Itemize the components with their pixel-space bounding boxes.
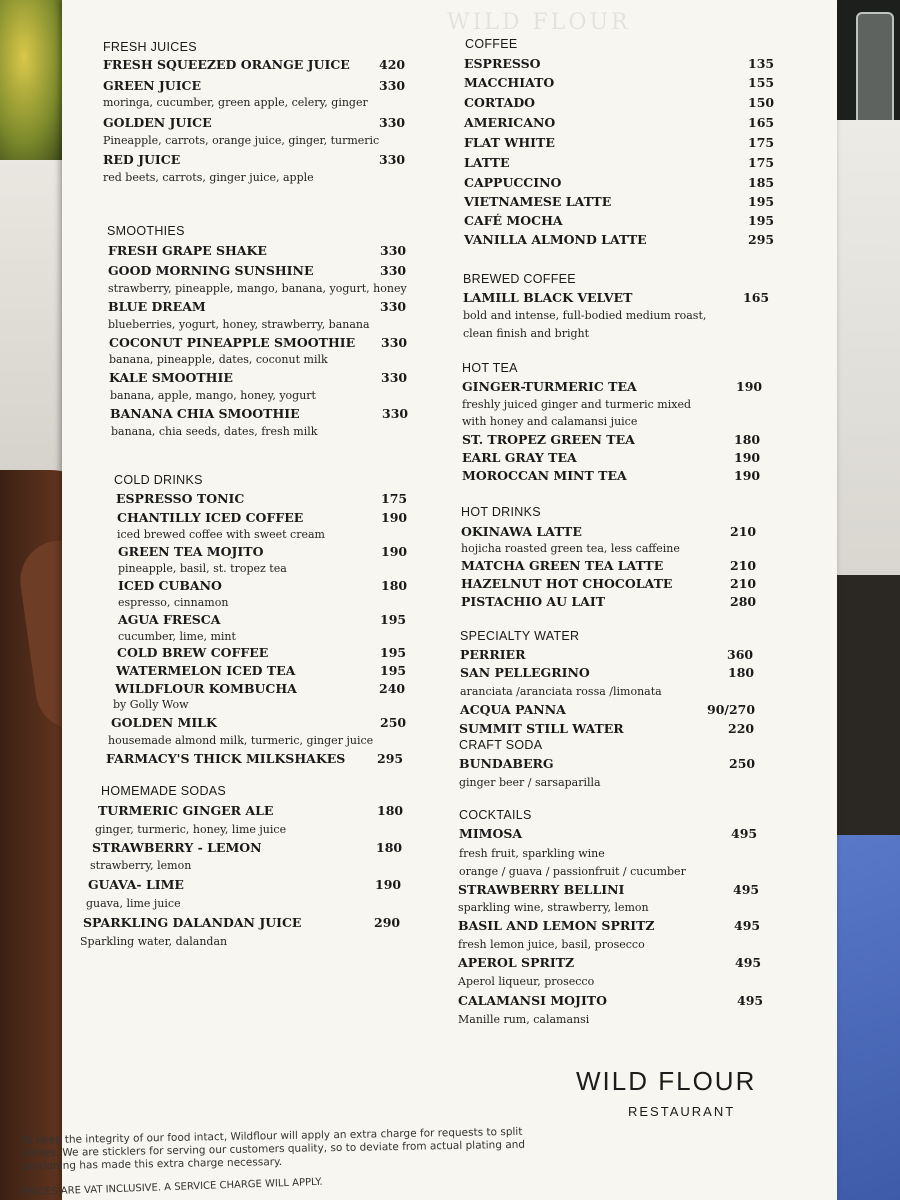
menu-item-desc: freshly juiced ginger and turmeric mixed [462,398,691,411]
menu-item: ESPRESSO TONIC 175 [116,491,408,506]
menu-item: WILDFLOUR KOMBUCHA 240 [115,681,406,696]
menu-item: GREEN TEA MOJITO 190 [118,544,408,559]
menu-item: MACCHIATO 155 [464,75,775,90]
menu-item-desc: clean finish and bright [463,327,590,340]
menu-item: BLUE DREAM 330 [108,299,407,314]
menu-item-desc: Aperol liqueur, prosecco [458,975,595,988]
menu-item: CALAMANSI MOJITO 495 [458,993,764,1008]
split-charge-note: To keep the integrity of our food intact, Wildflour will apply an extra charge for requests to split dishes. We are sticklers for serving our customers quality, so to deviate from actual plating and portioning has made this extra charge necessary. [21,1125,526,1173]
menu-item: FRESH SQUEEZED ORANGE JUICE 420 [103,57,406,72]
vat-note: PRICES ARE VAT INCLUSIVE. A SERVICE CHARGE WILL APPLY. [21,1176,323,1199]
menu-item-desc: strawberry, lemon [90,859,192,872]
menu-item: GOLDEN JUICE 330 [103,115,406,130]
menu-item: GUAVA- LIME 190 [88,877,402,892]
menu-item: BUNDABERG 250 [459,756,756,771]
menu-item: EARL GRAY TEA 190 [462,450,761,465]
menu-item-desc: cucumber, lime, mint [118,630,236,643]
menu-item: CHANTILLY ICED COFFEE 190 [117,510,408,525]
section-coffee: COFFEE [465,37,518,51]
menu-item: ACQUA PANNA 90/270 [460,702,756,717]
menu-item-desc: sparkling wine, strawberry, lemon [458,901,649,914]
menu-item: GREEN JUICE 330 [103,78,406,93]
menu-item: MIMOSA 495 [459,826,758,841]
menu-item: SUMMIT STILL WATER 220 [459,721,755,736]
menu-item-desc: ginger beer / sarsaparilla [459,776,601,789]
menu-item: PISTACHIO AU LAIT 280 [461,594,757,609]
menu-item-desc: fresh lemon juice, basil, prosecco [458,938,645,951]
menu-item-desc: red beets, carrots, ginger juice, apple [103,171,314,184]
section-smoothies: SMOOTHIES [107,224,185,238]
menu-item-desc: pineapple, basil, st. tropez tea [118,562,287,575]
menu-item: COCONUT PINEAPPLE SMOOTHIE 330 [109,335,408,350]
menu-item-desc: Pineapple, carrots, orange juice, ginger, turmeric [103,134,380,147]
menu-item: GOLDEN MILK 250 [111,715,407,730]
menu-item: WATERMELON ICED TEA 195 [116,663,407,678]
menu-item: TURMERIC GINGER ALE 180 [98,803,404,818]
menu-item-desc: guava, lime juice [86,897,181,910]
menu-item: BASIL AND LEMON SPRITZ 495 [458,918,761,933]
menu-item: MATCHA GREEN TEA LATTE 210 [461,558,757,573]
menu-item-desc: banana, apple, mango, honey, yogurt [110,389,316,402]
menu-item-desc: strawberry, pineapple, mango, banana, yogurt, honey [108,282,407,295]
section-craft-soda: CRAFT SODA [459,738,543,752]
menu-item-desc: Manille rum, calamansi [458,1013,590,1026]
section-cold-drinks: COLD DRINKS [114,473,203,487]
section-homemade-sodas: HOMEMADE SODAS [101,784,227,798]
drinks-menu-page [21,0,837,1200]
menu-item: RED JUICE 330 [103,152,406,167]
menu-item-desc: aranciata /aranciata rossa /limonata [460,685,662,698]
menu-item: LAMILL BLACK VELVET 165 [463,290,770,305]
menu-item: APEROL SPRITZ 495 [458,955,762,970]
section-fresh-juices: FRESH JUICES [103,40,197,54]
menu-item: ST. TROPEZ GREEN TEA 180 [462,432,761,447]
menu-item: ESPRESSO 135 [464,56,775,71]
menu-item: FRESH GRAPE SHAKE 330 [108,243,407,258]
menu-item-desc: orange / guava / passionfruit / cucumber [459,865,686,878]
section-brewed-coffee: BREWED COFFEE [463,272,576,286]
menu-item-desc: with honey and calamansi juice [462,415,638,428]
menu-item: SPARKLING DALANDAN JUICE 290 [83,915,401,930]
menu-item-desc: blueberries, yogurt, honey, strawberry, banana [108,318,370,331]
menu-item: KALE SMOOTHIE 330 [109,370,408,385]
restaurant-logo-name: WILD FLOUR [576,1066,757,1096]
menu-item: COLD BREW COFFEE 195 [117,645,407,660]
menu-item: OKINAWA LATTE 210 [461,524,757,539]
section-hot-tea: HOT TEA [462,361,518,375]
menu-item: VANILLA ALMOND LATTE 295 [464,232,775,247]
menu-item-desc: ginger, turmeric, honey, lime juice [95,823,287,836]
menu-item: STRAWBERRY - LEMON 180 [92,840,403,855]
menu-item: CAPPUCCINO 185 [464,175,775,190]
menu-item: PERRIER 360 [460,647,754,662]
menu-item-desc: hojicha roasted green tea, less caffeine [461,542,680,555]
menu-item: AGUA FRESCA 195 [118,612,407,627]
menu-item: FLAT WHITE 175 [464,135,775,150]
menu-item: MOROCCAN MINT TEA 190 [462,468,761,483]
menu-item: CORTADO 150 [464,95,775,110]
menu-item-desc: moringa, cucumber, green apple, celery, ginger [103,96,368,109]
section-cocktails: COCKTAILS [459,808,532,822]
show-through-title: WILD FLOUR [447,10,631,35]
menu-item: GINGER-TURMERIC TEA 190 [462,379,763,394]
menu-item: SAN PELLEGRINO 180 [460,665,755,680]
menu-item-desc: Sparkling water, dalandan [80,935,228,948]
menu-item: AMERICANO 165 [464,115,775,130]
menu-item: STRAWBERRY BELLINI 495 [458,882,760,897]
menu-item: FARMACY'S THICK MILKSHAKES 295 [106,751,404,766]
menu-item: VIETNAMESE LATTE 195 [464,194,775,209]
menu-item-desc: espresso, cinnamon [118,596,229,609]
menu-item-desc: by Golly Wow [113,698,189,711]
restaurant-logo-subtitle: RESTAURANT [628,1104,736,1119]
menu-item: CAFÉ MOCHA 195 [464,213,775,228]
section-specialty-water: SPECIALTY WATER [460,629,580,643]
menu-item: ICED CUBANO 180 [118,578,408,593]
menu-item: GOOD MORNING SUNSHINE 330 [108,263,407,278]
menu-item: LATTE 175 [464,155,775,170]
section-hot-drinks: HOT DRINKS [461,505,541,519]
menu-item-desc: iced brewed coffee with sweet cream [117,528,325,541]
menu-item-desc: fresh fruit, sparkling wine [459,847,605,860]
menu-item: BANANA CHIA SMOOTHIE 330 [110,406,409,421]
menu-item-desc: banana, pineapple, dates, coconut milk [109,353,328,366]
menu-item-desc: banana, chia seeds, dates, fresh milk [111,425,318,438]
menu-item-desc: housemade almond milk, turmeric, ginger juice [108,734,374,747]
menu-item-desc: bold and intense, full-bodied medium roast, [463,309,707,322]
menu-item: HAZELNUT HOT CHOCOLATE 210 [461,576,757,591]
